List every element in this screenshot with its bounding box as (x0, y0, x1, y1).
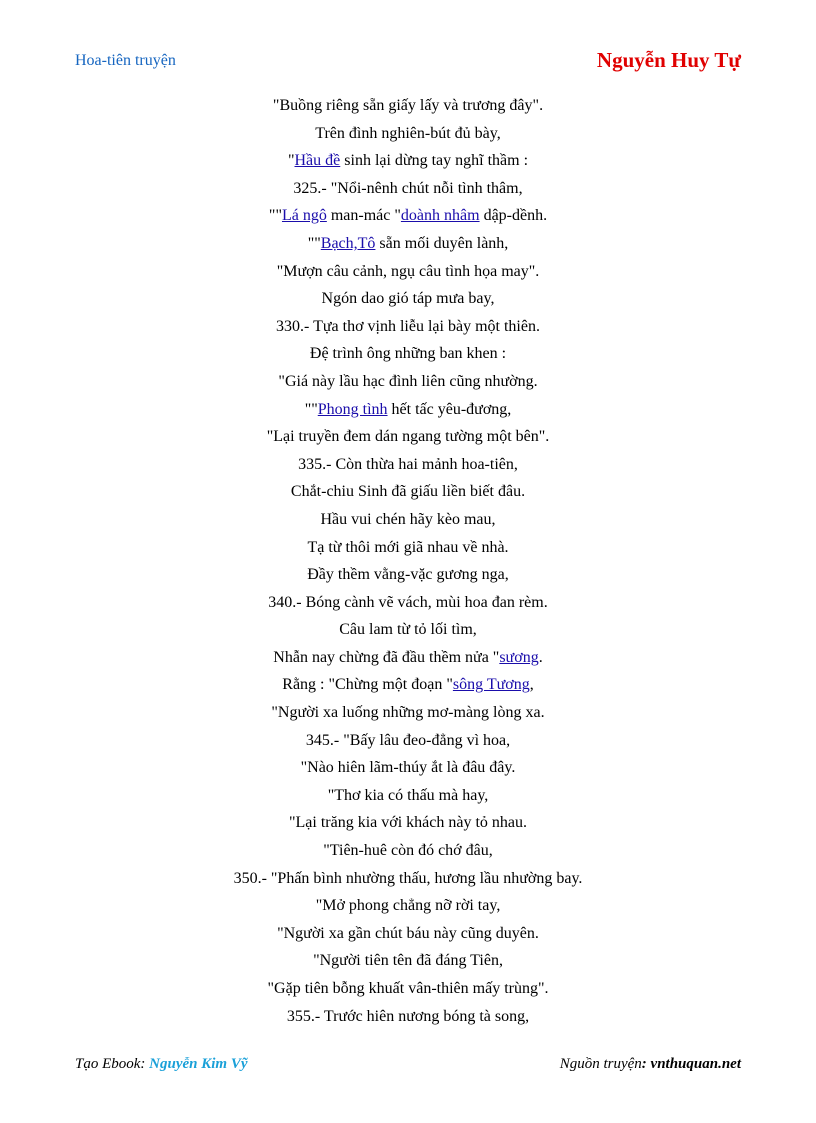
poem-text: "Gặp tiên bỗng khuất vân-thiên mấy trùng". (267, 980, 549, 997)
source-credit-sep: : (641, 1056, 651, 1072)
annotation-link[interactable]: sông Tương (452, 676, 530, 694)
poem-text: "Người xa luống những mơ-màng lòng xa. (271, 704, 545, 722)
source-credit (560, 1056, 741, 1073)
source-site: vnthuquan.net (650, 1056, 741, 1072)
poem-line (0, 865, 816, 893)
poem-line (0, 451, 816, 479)
poem-body (0, 92, 816, 1030)
ebook-credit (75, 1056, 248, 1073)
poem-line (0, 202, 816, 230)
annotation-link[interactable]: sương (499, 648, 539, 666)
poem-line (0, 368, 816, 396)
poem-text: . (538, 648, 543, 666)
poem-text: 345.- "Bấy lâu đeo-đẳng vì hoa, (305, 731, 511, 749)
poem-line (0, 616, 816, 644)
poem-text: "Thơ kia có thấu mà hay, (327, 786, 489, 804)
poem-text: , (529, 676, 534, 694)
poem-text: dập-dềnh. (479, 207, 548, 225)
annotation-link[interactable]: Hầu đề (294, 152, 341, 170)
poem-text: hết tấc yêu-đương, (387, 400, 512, 418)
poem-text: "" (307, 234, 321, 252)
poem-line (0, 1003, 816, 1031)
poem-text: 330.- Tựa thơ vịnh liễu lại bày một thiên. (276, 317, 540, 335)
poem-text: "Lại trăng kia với khách này tỏ nhau. (288, 814, 528, 832)
poem-line (0, 699, 816, 727)
poem-line (0, 506, 816, 534)
poem-text: sẵn mối duyên lành, (375, 234, 509, 252)
poem-line (0, 589, 816, 617)
poem-text: 350.- "Phấn bình nhường thấu, hương lầu nhường bay. (233, 869, 583, 887)
poem-text: Nhẫn nay chừng đã đầu thềm nửa " (273, 648, 500, 666)
poem-text: Câu lam từ tỏ lối tìm, (339, 621, 477, 639)
annotation-link[interactable]: Lá ngô (281, 207, 327, 225)
poem-line (0, 644, 816, 672)
source-credit-label: Nguồn truyện (559, 1056, 642, 1072)
annotation-link[interactable]: doành nhâm (400, 207, 480, 225)
poem-line (0, 892, 816, 920)
poem-text: " (287, 152, 295, 170)
poem-line (0, 947, 816, 975)
poem-text: Hầu vui chén hãy kèo mau, (320, 510, 496, 528)
poem-text: "Lại truyền đem dán ngang tường một bên". (266, 428, 550, 446)
poem-line (0, 423, 816, 451)
poem-text: "Buồng riêng sẵn giấy lấy và trương đây". (272, 97, 544, 114)
annotation-link[interactable]: Bạch,Tô (320, 234, 376, 252)
poem-line (0, 782, 816, 810)
poem-text: Chắt-chiu Sinh đã giấu liền biết đâu. (290, 483, 526, 501)
poem-text: 325.- "Nổi-nênh chút nỗi tình thâm, (293, 179, 523, 197)
ebook-credit-label: Tạo Ebook (75, 1056, 141, 1072)
poem-text: man-mác " (326, 207, 401, 225)
poem-line (0, 920, 816, 948)
poem-line (0, 230, 816, 258)
poem-text: Đệ trình ông những ban khen : (309, 345, 507, 363)
ebook-credit-sep: : (140, 1056, 150, 1072)
poem-line (0, 809, 816, 837)
poem-text: "Người xa gần chút báu này cũng duyên. (277, 924, 539, 942)
annotation-link[interactable]: Phong tình (317, 400, 388, 418)
poem-line (0, 975, 816, 1003)
author-name: Nguyễn Huy Tự (596, 48, 741, 72)
poem-text: "" (268, 207, 282, 225)
poem-line (0, 671, 816, 699)
poem-line (0, 478, 816, 506)
poem-text: "" (304, 400, 318, 418)
poem-line (0, 147, 816, 175)
poem-text: Tạ từ thôi mới giã nhau về nhà. (307, 538, 509, 556)
poem-text: 335.- Còn thừa hai mảnh hoa-tiên, (298, 455, 518, 473)
poem-line (0, 285, 816, 313)
poem-line (0, 313, 816, 341)
poem-line (0, 561, 816, 589)
poem-text: "Người tiên tên đã đáng Tiên, (313, 952, 503, 970)
poem-text: "Mở phong chẳng nỡ rời tay, (315, 897, 501, 915)
poem-text: Rằng : "Chừng một đoạn " (282, 676, 453, 694)
poem-line (0, 258, 816, 286)
poem-text: "Mượn câu cảnh, ngụ câu tình họa may". (276, 262, 540, 280)
poem-line (0, 534, 816, 562)
poem-text: Trên đình nghiên-bút đủ bày, (315, 124, 501, 142)
poem-line (0, 396, 816, 424)
poem-text: Ngón dao gió táp mưa bay, (321, 290, 495, 308)
poem-text: Đầy thềm vằng-vặc gương nga, (307, 566, 509, 584)
poem-line (0, 120, 816, 148)
ebook-creator-name: Nguyễn Kim Vỹ (149, 1056, 248, 1072)
poem-line (0, 175, 816, 203)
poem-line (0, 754, 816, 782)
poem-text: "Tiên-huê còn đó chớ đâu, (323, 842, 493, 860)
poem-text: 355.- Trước hiên nương bóng tà song, (286, 1007, 530, 1025)
poem-line (0, 837, 816, 865)
poem-line (0, 340, 816, 368)
poem-line (0, 727, 816, 755)
poem-text: "Giá này lầu hạc đình liên cũng nhường. (278, 372, 538, 390)
poem-line (0, 92, 816, 120)
poem-text: sinh lại dừng tay nghĩ thầm : (340, 152, 529, 170)
poem-text: 340.- Bóng cành vẽ vách, mùi hoa đan rèm. (268, 593, 548, 611)
book-title: Hoa-tiên truyện (75, 52, 176, 69)
poem-text: "Nào hiên lãm-thúy ắt là đâu đây. (300, 759, 516, 777)
